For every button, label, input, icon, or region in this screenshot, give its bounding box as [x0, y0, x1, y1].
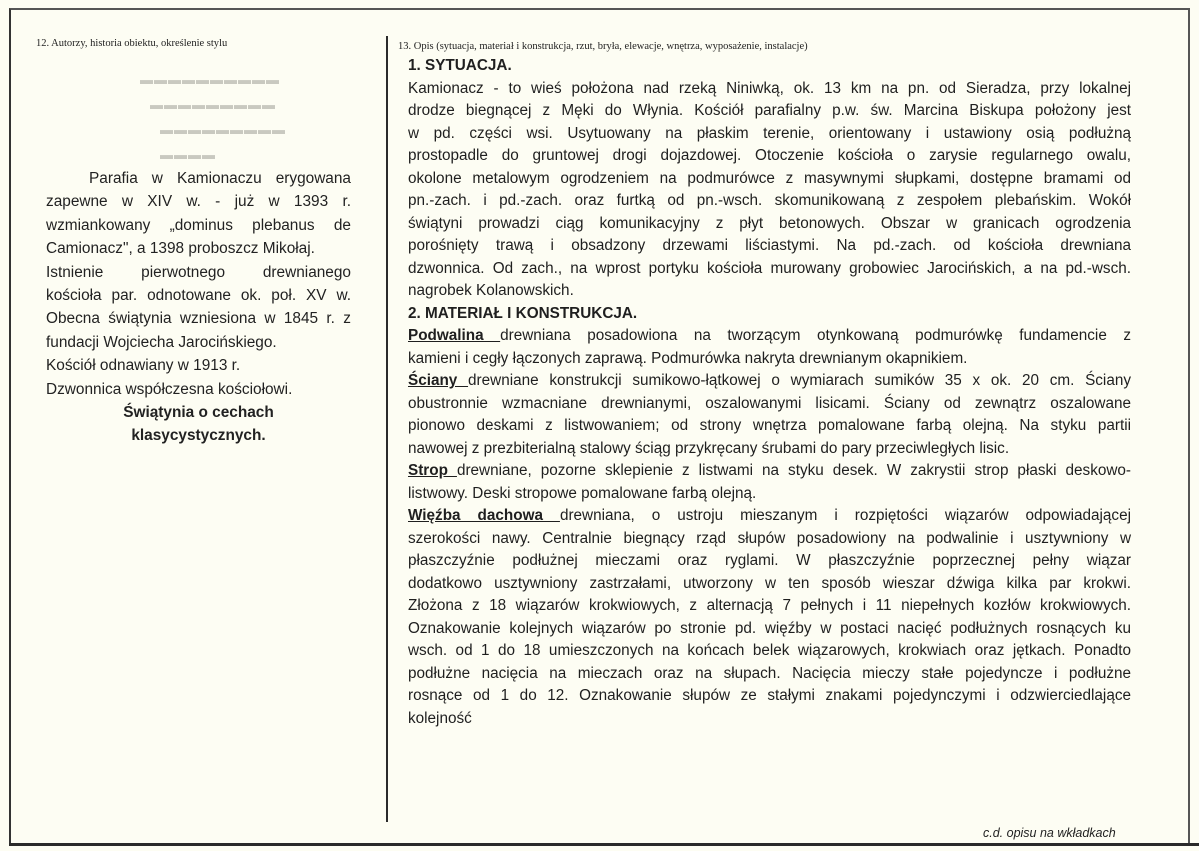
wiezba-line: wsch. od 1 do 18 umieszczonych na końcach belek wiązarowych, krokwiach oraz jętkach. Ponadto	[408, 642, 1131, 659]
wiezba-text: drewniana, o ustroju mieszanym i rozpiętości wiązarów odpowiadającej	[559, 507, 1131, 524]
history-line: Dzwonnica współczesna kościołowi.	[46, 380, 293, 398]
wiezba-line: kolejność	[408, 709, 472, 727]
strop-line: listwowy. Deski stropowe pomalowane farbą olejną.	[408, 484, 757, 502]
sciany-line: obustronnie wzmacniane drewnianymi, oszalowanymi lisicami. Ściany od zewnątrz oszalowane	[408, 394, 1131, 412]
sciany-text: drewniane konstrukcji sumikowo-łątkowej o wymiarach sumików 35 x ok. 20 cm. Ściany	[468, 372, 1131, 389]
history-line: Obecna świątynia wzniesiona w 1845 r. z	[46, 310, 351, 328]
sciany-line: pionowo deskami z listwowaniem; od strony wnętrza pomalowane farbą olejną. Na styku partii	[408, 417, 1131, 434]
term-sciany: Ściany	[408, 372, 469, 389]
podwalina-line: kamieni i cegły łączonych zaprawą. Podmurówka nakryta drewnianym okapnikiem.	[408, 349, 968, 367]
term-wiezba: Więźba dachowa	[408, 507, 560, 524]
wiezba-line: Złożona z 18 wiązarów krokwiowych, z alternacją 7 pełnych i 11 niepełnych kozłów krokwiowych.	[408, 597, 1131, 614]
field-label-13: 13. Opis (sytuacja, materiał i konstrukcja, rzut, bryła, elewacje, wnętrza, wyposażenie, instalacje)	[398, 41, 808, 52]
sciany-line	[408, 370, 1131, 393]
history-line: Kościół odnawiany w 1913 r.	[46, 357, 241, 375]
style-line: Świątynia o cechach	[123, 404, 274, 422]
column-divider	[386, 36, 388, 822]
wiezba-line: płaszczyźnie podłużnej mieczami oraz ryglami. W płaszczyźnie poprzecznej pełny wiązar	[408, 552, 1131, 569]
history-line: Istnienie pierwotnego drewnianego	[46, 263, 351, 281]
podwalina-line	[408, 325, 1131, 348]
wiezba-line: rosnące od 1 do 12. Oznakowanie słupów ze stałymi znakami pojedynczymi i odzwierciedlające	[408, 687, 1131, 704]
description-text	[408, 55, 1131, 730]
situation-line: okolone metalowym ogrodzeniem na podmurówce z masywnymi słupkami, dostępne bramami od	[408, 169, 1131, 187]
term-strop: Strop	[408, 462, 457, 479]
term-podwalina: Podwalina	[408, 327, 501, 344]
wiezba-line: dodatkowo usztywniony zastrzałami, utworzony w ten sposób wieszar dźwiga kilka par krokwi.	[408, 574, 1131, 592]
history-line: Parafia w Kamionaczu erygowana	[89, 170, 351, 187]
wiezba-line: Oznakowanie kolejnych wiązarów po stronie pd. więźby w postaci nacięć podłużnych rosnących ku	[408, 619, 1131, 637]
history-text	[46, 167, 351, 448]
wiezba-line: podłużne nacięcia na mieczach oraz na słupach. Nacięcia mieczy stałe pojedyncze i podłużne	[408, 664, 1131, 682]
history-line: zapewne w XIV w. - już w 1393 r.	[46, 193, 351, 211]
section-heading-situation: 1. SYTUACJA.	[408, 57, 512, 74]
frame-right-border	[1188, 8, 1190, 846]
situation-line: prostopadle do gruntowej drogi dojazdowej. Otoczenie kościoła o zarysie regularnego owalu,	[408, 147, 1131, 164]
history-line: kościoła par. odnotowane ok. poł. XV w.	[46, 287, 351, 305]
situation-line: drodze biegnącej z Męki do Włynia. Kościół parafialny p.w. św. Marcina Biskupa położony jest	[408, 102, 1131, 119]
frame-bottom-border	[9, 843, 1199, 846]
situation-line: świątyni prowadzi ciąg komunikacyjny z płyt betonowych. Obszar w granicach ogrodzenia	[408, 214, 1131, 232]
style-line: klasycystycznych.	[131, 427, 266, 445]
situation-line: w pd. części wsi. Usytuowany na płaskim terenie, orientowany i ustawiony osią podłużną	[408, 124, 1131, 142]
section-heading-material: 2. MATERIAŁ I KONSTRUKCJA.	[408, 304, 638, 322]
history-line: fundacji Wojciecha Jarocińskiego.	[46, 333, 277, 351]
situation-line: porośnięty trawą i obsadzony drzewami liściastymi. Na pd.-zach. od kościoła drewniana	[408, 237, 1131, 254]
podwalina-text: drewniana posadowiona na tworzącym otynkowaną podmurówkę fundamencie z	[500, 327, 1131, 344]
wiezba-line	[408, 505, 1131, 528]
situation-line: pn.-zach. i pd.-zach. oraz furtką od pn.-wsch. skomunikowaną z zespołem plebańskim. Wokół	[408, 192, 1131, 209]
situation-line: dzwonnica. Od zach., na wprost portyku kościoła murowany grobowiec Jarocińskich, a na pd.-wsch.	[408, 259, 1131, 277]
history-line: Camionacz", a 1398 proboszcz Mikołaj.	[46, 240, 315, 258]
situation-line: Kamionacz - to wieś położona nad rzeką Niniwką, ok. 13 km na pn. od Sieradza, przy lokalnej	[408, 79, 1131, 97]
strop-line	[408, 460, 1131, 483]
field-label-12: 12. Autorzy, historia obiektu, określenie stylu	[36, 38, 228, 49]
history-line: wzmiankowany „dominus plebanus de	[46, 216, 351, 234]
situation-line: nagrobek Kolanowskich.	[408, 282, 574, 299]
wiezba-line: szerokości nawy. Centralnie biegnący rząd słupów posadowiony na podwalinie i usztywniony w	[408, 529, 1131, 547]
sciany-line: nawowej z prezbiterialną stalowy ściąg przykręcany śrubami do pary przeciwległych lisic.	[408, 439, 1010, 457]
continuation-note: c.d. opisu na wkładkach	[983, 826, 1116, 840]
strop-text: drewniane, pozorne sklepienie z listwami na styku desek. W zakrystii strop płaski deskowo-	[456, 462, 1131, 479]
